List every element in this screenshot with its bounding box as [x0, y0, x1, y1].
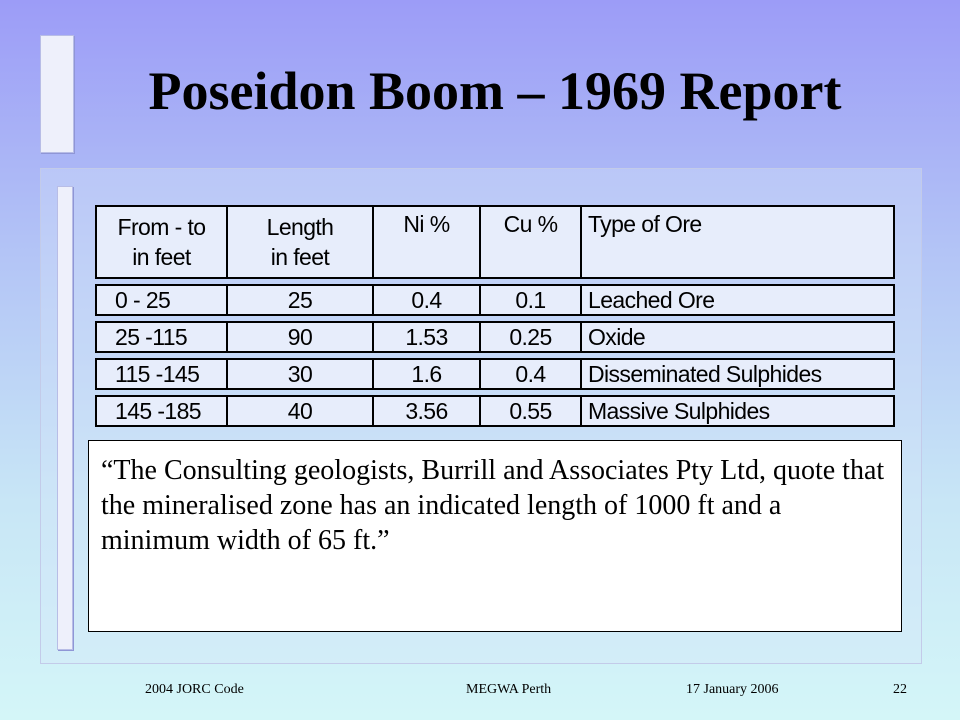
cell-type: Disseminated Sulphides	[582, 358, 895, 390]
cell-cu: 0.25	[481, 321, 582, 353]
cell-ni: 3.56	[374, 395, 481, 427]
quote-box: “The Consulting geologists, Burrill and Associates Pty Ltd, quote that the mineralised zone has an indicated length of 1000 ft and a minimum width of 65 ft.”	[88, 440, 902, 632]
footer-center: MEGWA Perth	[466, 682, 552, 697]
cell-ni: 1.53	[374, 321, 481, 353]
footer-left: 2004 JORC Code	[145, 682, 244, 697]
footer-page-number: 22	[893, 682, 907, 697]
header-ni: Ni %	[374, 205, 481, 279]
cell-from-to: 0 - 25	[95, 284, 228, 316]
cell-length: 30	[228, 358, 374, 390]
header-cu: Cu %	[481, 205, 582, 279]
cell-from-to: 145 -185	[95, 395, 228, 427]
footer-date: 17 January 2006	[686, 682, 779, 697]
cell-length: 40	[228, 395, 374, 427]
table-header-row	[95, 205, 895, 279]
header-type: Type of Ore	[582, 205, 895, 279]
cell-length: 25	[228, 284, 374, 316]
table-row	[95, 358, 895, 390]
table-row	[95, 395, 895, 427]
cell-from-to: 25 -115	[95, 321, 228, 353]
header-from-to: From - to in feet	[95, 205, 228, 279]
cell-type: Oxide	[582, 321, 895, 353]
slide-title: Poseidon Boom – 1969 Report	[148, 61, 842, 121]
cell-type: Massive Sulphides	[582, 395, 895, 427]
cell-ni: 0.4	[374, 284, 481, 316]
cell-cu: 0.1	[481, 284, 582, 316]
cell-cu: 0.55	[481, 395, 582, 427]
cell-from-to: 115 -145	[95, 358, 228, 390]
cell-length: 90	[228, 321, 374, 353]
table-row	[95, 321, 895, 353]
header-length: Length in feet	[228, 205, 374, 279]
table-row	[95, 284, 895, 316]
cell-type: Leached Ore	[582, 284, 895, 316]
ore-table	[95, 200, 895, 432]
cell-cu: 0.4	[481, 358, 582, 390]
cell-ni: 1.6	[374, 358, 481, 390]
decorative-bar-side	[57, 186, 73, 650]
